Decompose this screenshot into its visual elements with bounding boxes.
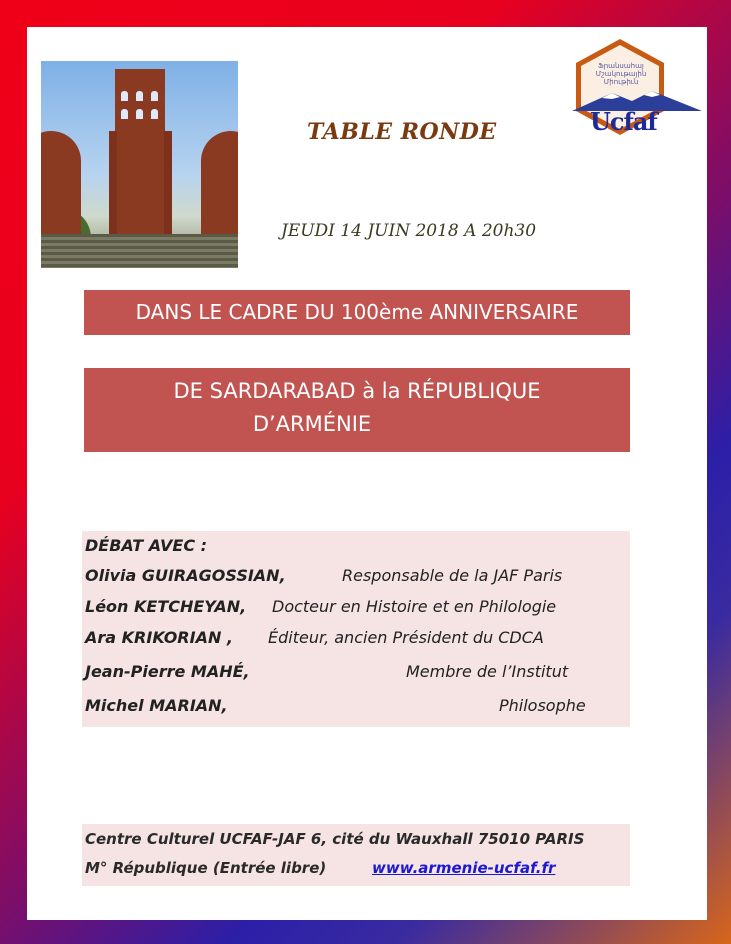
speaker-role: Membre de l’Institut	[406, 662, 569, 681]
speaker-row	[85, 628, 625, 652]
anniversary-banner: DANS LE CADRE DU 100ème ANNIVERSAIRE	[84, 290, 630, 335]
website-link[interactable]: www.armenie-ucfaf.fr	[372, 859, 556, 877]
speaker-role: Responsable de la JAF Paris	[342, 566, 563, 585]
speaker-row	[85, 597, 625, 621]
speaker-role: Docteur en Histoire et en Philologie	[272, 597, 557, 616]
venue-address: Centre Culturel UCFAF-JAF 6, cité du Wauxhall 75010 PARIS	[85, 830, 585, 848]
logo-armenian-text: Ֆրանսահայ Մշակութային Միութիւն	[595, 62, 647, 86]
debate-heading: DÉBAT AVEC :	[85, 536, 208, 555]
metro-info: M° République (Entrée libre)	[85, 859, 327, 877]
speaker-name: Léon KETCHEYAN,	[85, 597, 247, 616]
sardarabad-memorial-photo	[41, 61, 238, 268]
speaker-row	[85, 566, 625, 590]
page-title: TABLE RONDE	[307, 119, 497, 145]
speaker-name: Jean-Pierre MAHÉ,	[85, 662, 250, 681]
speaker-role: Éditeur, ancien Président du CDCA	[268, 628, 544, 647]
subject-line-1: DE SARDARABAD à la RÉPUBLIQUE	[173, 379, 541, 403]
event-date: JEUDI 14 JUIN 2018 A 20h30	[281, 221, 537, 241]
speaker-name: Olivia GUIRAGOSSIAN,	[85, 566, 286, 585]
logo-name: Ucfaf	[590, 107, 657, 136]
flyer-page	[27, 27, 707, 920]
speaker-role: Philosophe	[499, 696, 586, 715]
debate-panel	[82, 531, 630, 727]
speaker-row	[85, 696, 625, 720]
subject-banner	[84, 368, 630, 452]
venue-footer	[82, 824, 630, 886]
ucfaf-logo	[572, 35, 702, 143]
speaker-name: Michel MARIAN,	[85, 696, 228, 715]
speaker-name: Ara KRIKORIAN ,	[85, 628, 233, 647]
speaker-row	[85, 662, 625, 686]
subject-line-2: D’ARMÉNIE	[252, 412, 372, 436]
